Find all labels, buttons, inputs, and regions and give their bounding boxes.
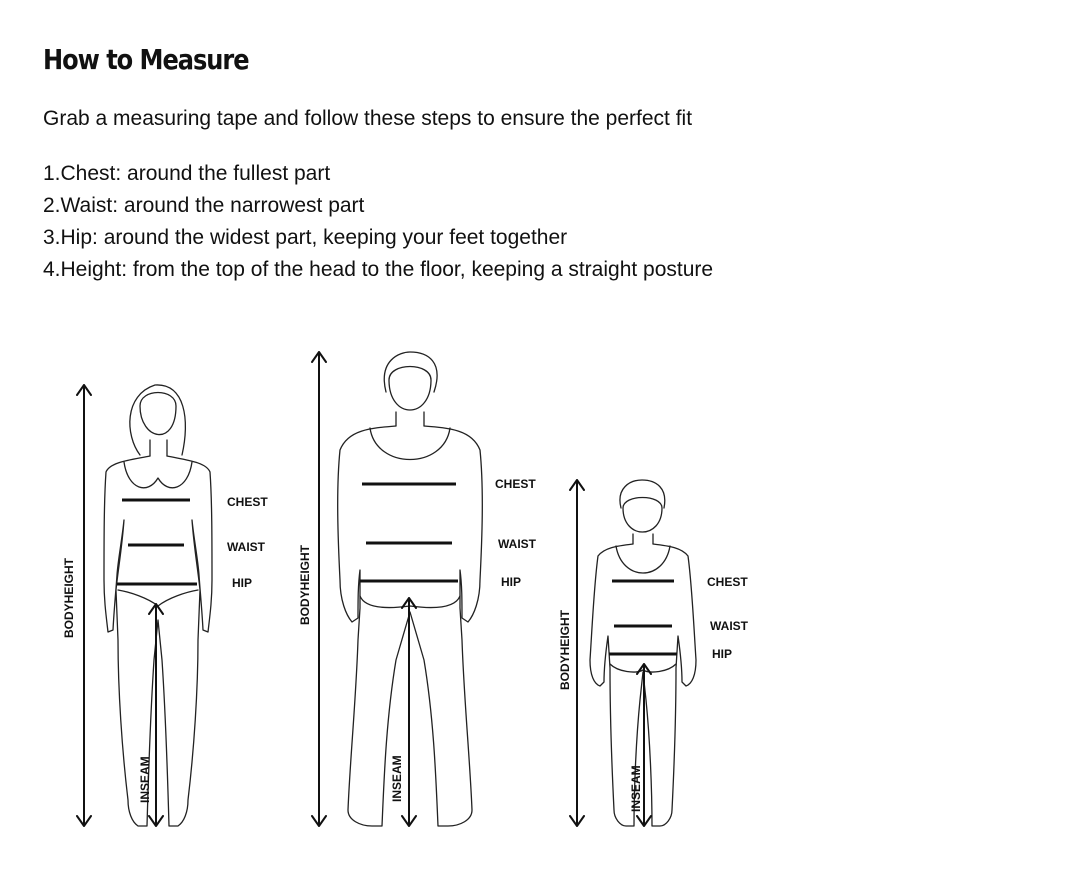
woman-head <box>140 393 176 435</box>
step-height: 4.Height: from the top of the head to the floor, keeping a straight posture <box>43 258 714 281</box>
child-head <box>623 498 662 533</box>
man-neck <box>396 412 424 426</box>
woman-bodyheight-arrow <box>77 385 91 826</box>
child-bodyheight-label: BODYHEIGHT <box>558 609 572 690</box>
man-hip-label: HIP <box>501 575 522 589</box>
step-hip: 3.Hip: around the widest part, keeping your feet together <box>43 226 568 249</box>
child-tanktop <box>616 546 670 573</box>
man-bodyheight-label: BODYHEIGHT <box>298 544 312 625</box>
man-inseam-label: INSEAM <box>390 755 404 802</box>
child-hair <box>620 480 665 508</box>
woman-hip-label: HIP <box>232 576 253 590</box>
woman-inseam-label: INSEAM <box>138 756 152 803</box>
man-figure <box>298 352 537 826</box>
child-inseam-label: INSEAM <box>629 765 643 812</box>
man-chest-label: CHEST <box>495 477 536 491</box>
intro-text: Grab a measuring tape and follow these steps to ensure the perfect fit <box>43 107 693 130</box>
child-neck <box>633 534 653 544</box>
child-waist-label: WAIST <box>710 619 748 633</box>
child-bodyheight-arrow <box>570 480 584 826</box>
woman-figure <box>62 385 268 826</box>
woman-hair <box>130 385 186 455</box>
woman-neck <box>150 440 167 456</box>
page-title: How to Measure <box>43 43 249 76</box>
child-chest-label: CHEST <box>707 575 748 589</box>
child-figure <box>558 480 749 826</box>
woman-bra <box>124 462 192 488</box>
woman-bodyheight-label: BODYHEIGHT <box>62 557 76 638</box>
woman-briefs <box>118 590 198 606</box>
man-head <box>389 367 431 411</box>
man-bodyheight-arrow <box>312 352 326 826</box>
man-waist-label: WAIST <box>498 537 536 551</box>
step-chest: 1.Chest: around the fullest part <box>43 162 331 185</box>
woman-chest-label: CHEST <box>227 495 268 509</box>
step-waist: 2.Waist: around the narrowest part <box>43 194 365 217</box>
woman-waist-label: WAIST <box>227 540 265 554</box>
woman-torso <box>104 456 212 826</box>
man-tanktop <box>370 428 450 460</box>
child-hip-label: HIP <box>712 647 733 661</box>
